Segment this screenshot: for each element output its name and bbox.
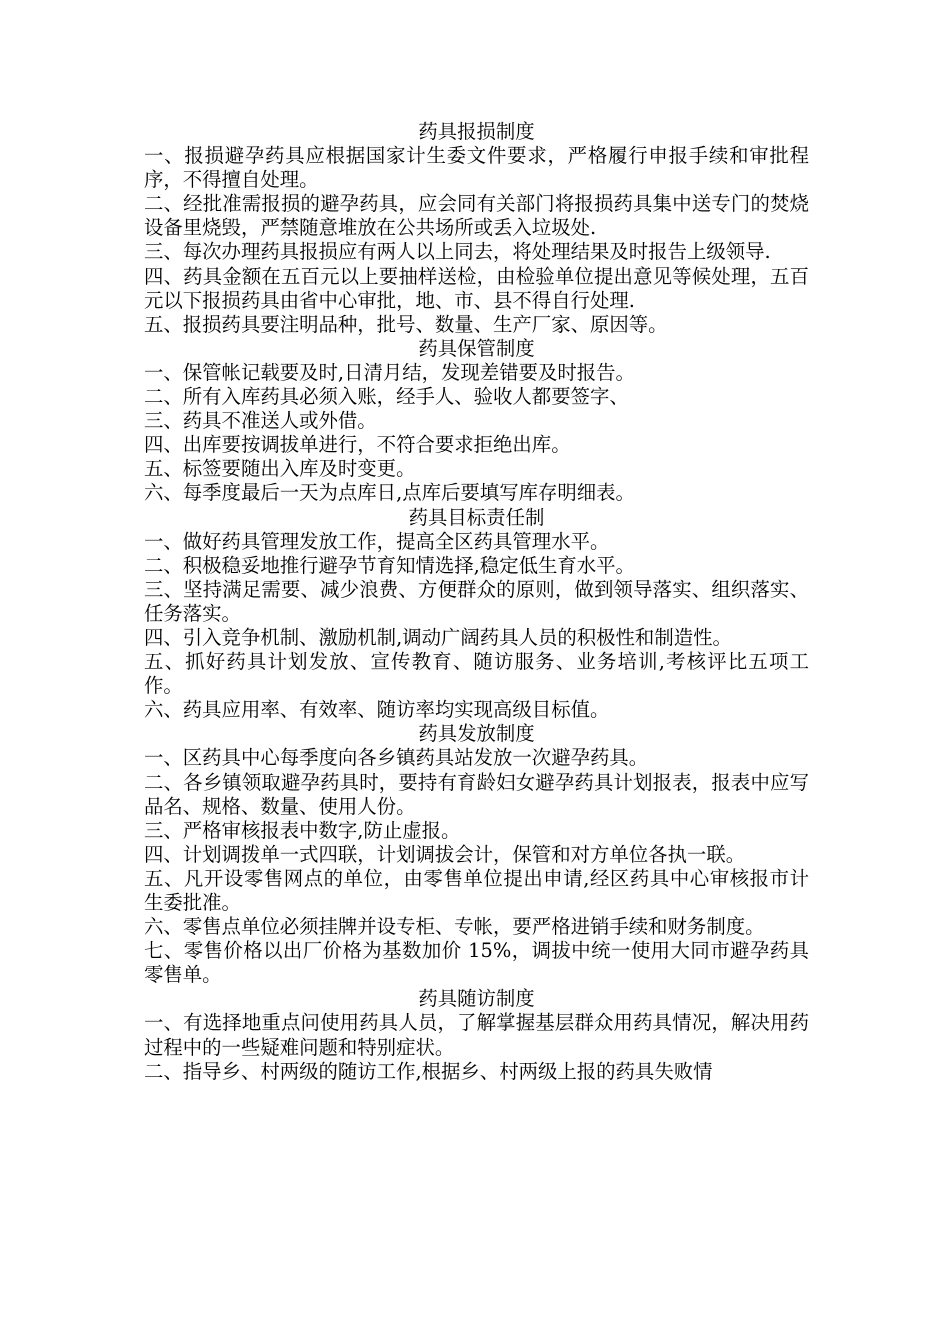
list-item: 四、引入竞争机制、激励机制,调动广阔药具人员的积极性和制造性。: [144, 625, 732, 649]
list-item: 六、零售点单位必须挂牌并设专柜、专帐，要严格进销手续和财务制度。: [144, 915, 765, 939]
section-storage: [144, 337, 809, 506]
list-item: 五、凡开设零售网点的单位，由零售单位提出申请,经区药具中心审核报市计生委批准。: [144, 866, 809, 914]
list-item: 三、严格审核报表中数字,防止虚报。: [144, 818, 461, 842]
list-item: 三、每次办理药具报损应有两人以上同去，将处理结果及时报告上级领导.: [144, 240, 771, 264]
section-title: 药具随访制度: [418, 987, 535, 1011]
list-item: 四、出库要按调拔单进行，不符合要求拒绝出库。: [144, 433, 571, 457]
section-title: 药具报损制度: [418, 120, 535, 143]
list-item: 一、区药具中心每季度向各乡镇药具站发放一次避孕药具。: [144, 746, 649, 770]
list-item: 二、所有入库药具必须入账，经手人、验收人都要签字、: [144, 385, 629, 409]
list-item: 七、零售价格以出厂价格为基数加价 15%，调拔中统一使用大同市避孕药具零售单。: [144, 939, 809, 987]
list-item: 四、药具金额在五百元以上要抽样送检，由检验单位提出意见等候处理，五百元以下报损药具由省中心审批，地、市、县不得自行处理.: [144, 264, 809, 312]
section-title: 药具保管制度: [418, 336, 535, 360]
list-item: 二、积极稳妥地推行避孕节育知情选择,稳定低生育水平。: [144, 553, 635, 577]
list-item: 二、指导乡、村两级的随访工作,根据乡、村两级上报的药具失败情: [144, 1059, 713, 1083]
list-item: 六、药具应用率、有效率、随访率均实现高级目标值。: [144, 698, 610, 722]
list-item: 一、报损避孕药具应根据国家计生委文件要求，严格履行申报手续和审批程序，不得擅自处理。: [144, 144, 809, 192]
section-follow-up: [144, 987, 809, 1083]
list-item: 三、坚持满足需要、减少浪费、方便群众的原则，做到领导落实、组织落实、任务落实。: [144, 577, 809, 625]
document-page: [144, 120, 809, 1084]
list-item: 六、每季度最后一天为点库日,点库后要填写库存明细表。: [144, 481, 635, 505]
section-responsibility: [144, 506, 809, 723]
list-item: 一、保管帐记载要及时,日清月结，发现差错要及时报告。: [144, 360, 635, 384]
list-item: 一、有选择地重点问使用药具人员，了解掌握基层群众用药具情况，解决用药过程中的一些疑难问题和特别症状。: [144, 1011, 809, 1059]
list-item: 一、做好药具管理发放工作，提高全区药具管理水平。: [144, 529, 610, 553]
section-distribution: [144, 722, 809, 987]
section-damage-report: [144, 120, 809, 337]
list-item: 二、各乡镇领取避孕药具时，要持有育龄妇女避孕药具计划报表，报表中应写品名、规格、数量、使用人份。: [144, 770, 809, 818]
section-title: 药具发放制度: [418, 722, 535, 746]
list-item: 五、标签要随出入库及时变更。: [144, 457, 416, 481]
list-item: 三、药具不准送人或外借。: [144, 409, 377, 433]
list-item: 五、报损药具要注明品种，批号、数量、生产厂家、原因等。: [144, 312, 668, 336]
list-item: 五、抓好药具计划发放、宣传教育、随访服务、业务培训,考核评比五项工作。: [144, 650, 809, 698]
section-title: 药具目标责任制: [408, 505, 545, 529]
list-item: 二、经批准需报损的避孕药具，应会同有关部门将报损药具集中送专门的焚烧设备里烧毁，严禁随意堆放在公共场所或丢入垃圾处.: [144, 192, 809, 240]
list-item: 四、计划调拨单一式四联，计划调拔会计，保管和对方单位各执一联。: [144, 842, 746, 866]
